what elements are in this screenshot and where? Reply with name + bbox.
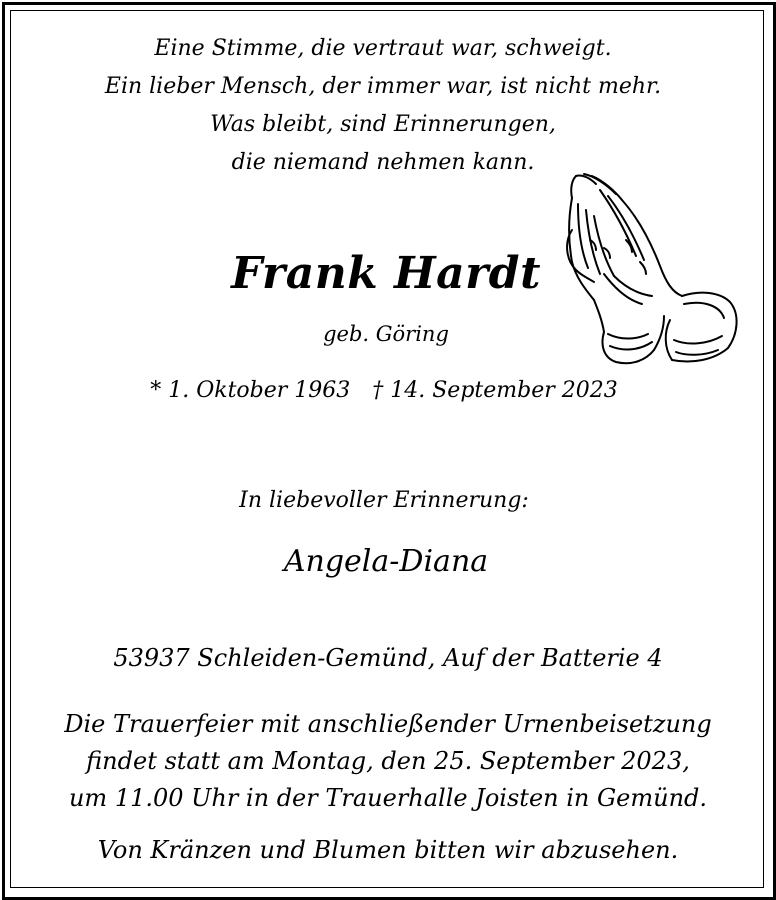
poem (0, 30, 771, 182)
poem-line-4: die niemand nehmen kann. (231, 150, 535, 175)
poem-line-1: Eine Stimme, die vertraut war, schweigt. (154, 36, 612, 61)
birth-name: geb. Göring (323, 322, 449, 346)
closing-note: Von Kränzen und Blumen bitten wir abzusehen. (97, 836, 679, 864)
service-line-2: findet statt am Montag, den 25. September 2023, (86, 747, 690, 775)
deceased-name: Frank Hardt (231, 248, 541, 299)
poem-line-2: Ein lieber Mensch, der immer war, ist nicht mehr. (104, 74, 662, 99)
death-date: † 14. September 2023 (372, 378, 618, 403)
poem-line-3: Was bleibt, sind Erinnerungen, (210, 112, 556, 137)
signer-name: Angela-Diana (283, 544, 489, 579)
service-info (0, 706, 776, 817)
service-line-1: Die Trauerfeier mit anschließender Urnenbeisetzung (64, 710, 712, 738)
life-dates (0, 378, 772, 403)
service-line-3: um 11.00 Uhr in der Trauerhalle Joisten in Gemünd. (68, 784, 708, 812)
birth-date: * 1. Oktober 1963 (150, 378, 351, 403)
memory-label: In liebevoller Erinnerung: (239, 488, 529, 513)
address: 53937 Schleiden-Gemünd, Auf der Batterie 4 (113, 644, 663, 672)
